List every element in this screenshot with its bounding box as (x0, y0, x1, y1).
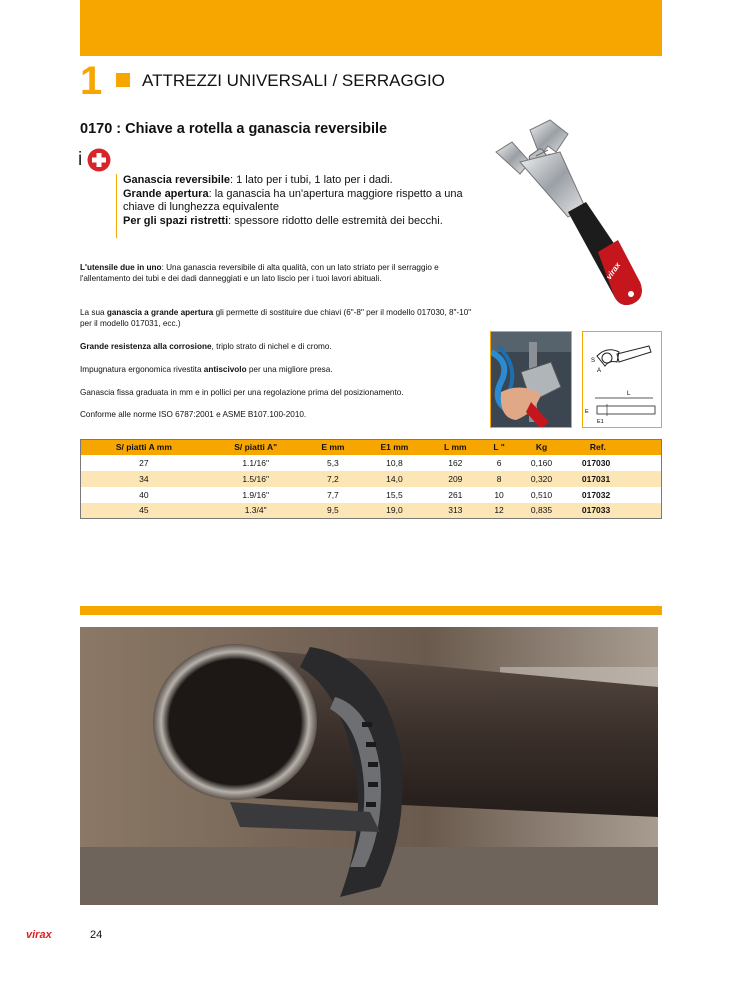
table-row (81, 455, 662, 471)
table-row (81, 503, 662, 519)
column-header: Kg (515, 440, 568, 455)
swiss-cross-icon (87, 148, 111, 172)
table-cell: 27 (139, 457, 149, 468)
table-cell: 0,160 (530, 457, 553, 468)
table-cell: 7,2 (305, 471, 362, 487)
table-cell: 19,0 (361, 503, 427, 519)
table-cell: 313 (428, 503, 483, 519)
info-letter: i (78, 149, 83, 170)
mid-orange-band (80, 606, 662, 615)
table-cell: 10 (494, 489, 504, 500)
page-number: 24 (90, 929, 103, 941)
table-cell: 1.1/16" (242, 457, 269, 468)
footer-brand-logo: virax (26, 929, 52, 941)
column-header: Ref. (568, 440, 662, 455)
table-row (81, 487, 662, 503)
chapter-number: 1 (80, 59, 103, 103)
wrench-brand-label: virax (604, 260, 623, 282)
description-paragraph: Conforme alle norme ISO 6787:2001 e ASME B107.100-2010. (80, 410, 307, 419)
usage-photo (490, 331, 572, 428)
product-title: 0170 : Chiave a rotella a ganascia reversibile (80, 121, 388, 137)
feature-item: Grande apertura: la ganascia ha un'apertura maggiore rispetto a una chiave di lunghezza equivalente (123, 187, 463, 213)
table-cell: 209 (428, 471, 483, 487)
diagram-label-e1: E1 (597, 419, 604, 425)
table-cell-ref: 017033 (568, 503, 662, 519)
pipe-wrench-photo (80, 627, 658, 905)
column-header: L mm (428, 440, 483, 455)
description-paragraph: L'utensile due in uno: Una ganascia reversibile di alta qualità, con un lato striato per il serraggio e l'allentamento dei tubi e dei dadi danneggiati e un lato liscio per i tuoi lavori abituali. (80, 263, 439, 283)
table-cell: 40 (139, 489, 149, 500)
dimension-diagram (582, 331, 662, 428)
table-cell: 6 (496, 457, 502, 468)
column-header: L " (483, 440, 515, 455)
feature-item: Per gli spazi ristretti: spessore ridotto delle estremità dei becchi. (123, 214, 443, 227)
table-cell: 1.3/4" (207, 503, 305, 519)
table-cell: 8 (483, 471, 515, 487)
column-header: E1 mm (361, 440, 427, 455)
table-cell: 0,510 (530, 489, 553, 500)
table-cell: 0,835 (515, 503, 568, 519)
table-cell: 34 (81, 471, 207, 487)
column-header: S/ piatti A mm (81, 440, 207, 455)
table-cell: 1.9/16" (242, 489, 269, 500)
diagram-label-e: E (585, 409, 589, 415)
table-cell: 0,320 (515, 471, 568, 487)
column-header: S/ piatti A" (207, 440, 305, 455)
feature-item: Ganascia reversibile: 1 lato per i tubi, 1 lato per i dadi. (123, 174, 393, 186)
table-cell: 10,8 (386, 457, 403, 468)
table-cell: 5,3 (326, 457, 339, 468)
table-cell: 7,7 (326, 489, 339, 500)
description-paragraph: Ganascia fissa graduata in mm e in pollici per una regolazione prima del posizionamento. (80, 388, 404, 397)
description-paragraph: Impugnatura ergonomica rivestita antiscivolo per una migliore presa. (80, 365, 333, 374)
description-paragraph: Grande resistenza alla corrosione, triplo strato di nichel e di cromo. (80, 342, 332, 351)
table-cell: 12 (483, 503, 515, 519)
chapter-title: ATTREZZI UNIVERSALI / SERRAGGIO (142, 71, 445, 90)
table-cell: 9,5 (305, 503, 362, 519)
table-cell-ref: 017031 (568, 471, 662, 487)
feature-list (116, 174, 476, 238)
table-row (81, 471, 662, 487)
diagram-label-l: L (627, 391, 631, 397)
table-cell: 45 (81, 503, 207, 519)
table-cell: 14,0 (361, 471, 427, 487)
table-cell: 1.5/16" (207, 471, 305, 487)
chapter-square-icon (116, 73, 130, 87)
wrench-product-image (490, 112, 660, 317)
table-cell-ref: 017030 (581, 457, 611, 468)
top-orange-band (80, 0, 662, 56)
diagram-label-a: A (597, 368, 602, 374)
table-cell: 261 (448, 489, 463, 500)
column-header: E mm (305, 440, 362, 455)
table-cell: 162 (448, 457, 463, 468)
table-header-row (81, 440, 662, 455)
specification-table (80, 439, 662, 519)
table-cell-ref: 017032 (581, 489, 611, 500)
description-paragraph: La sua ganascia a grande apertura gli permette di sostituire due chiavi (6"-8" per il modello 017030, 8"-10" per il modello 017031, ecc.) (80, 308, 472, 328)
table-cell: 15,5 (386, 489, 403, 500)
diagram-label-s: S (591, 358, 596, 364)
